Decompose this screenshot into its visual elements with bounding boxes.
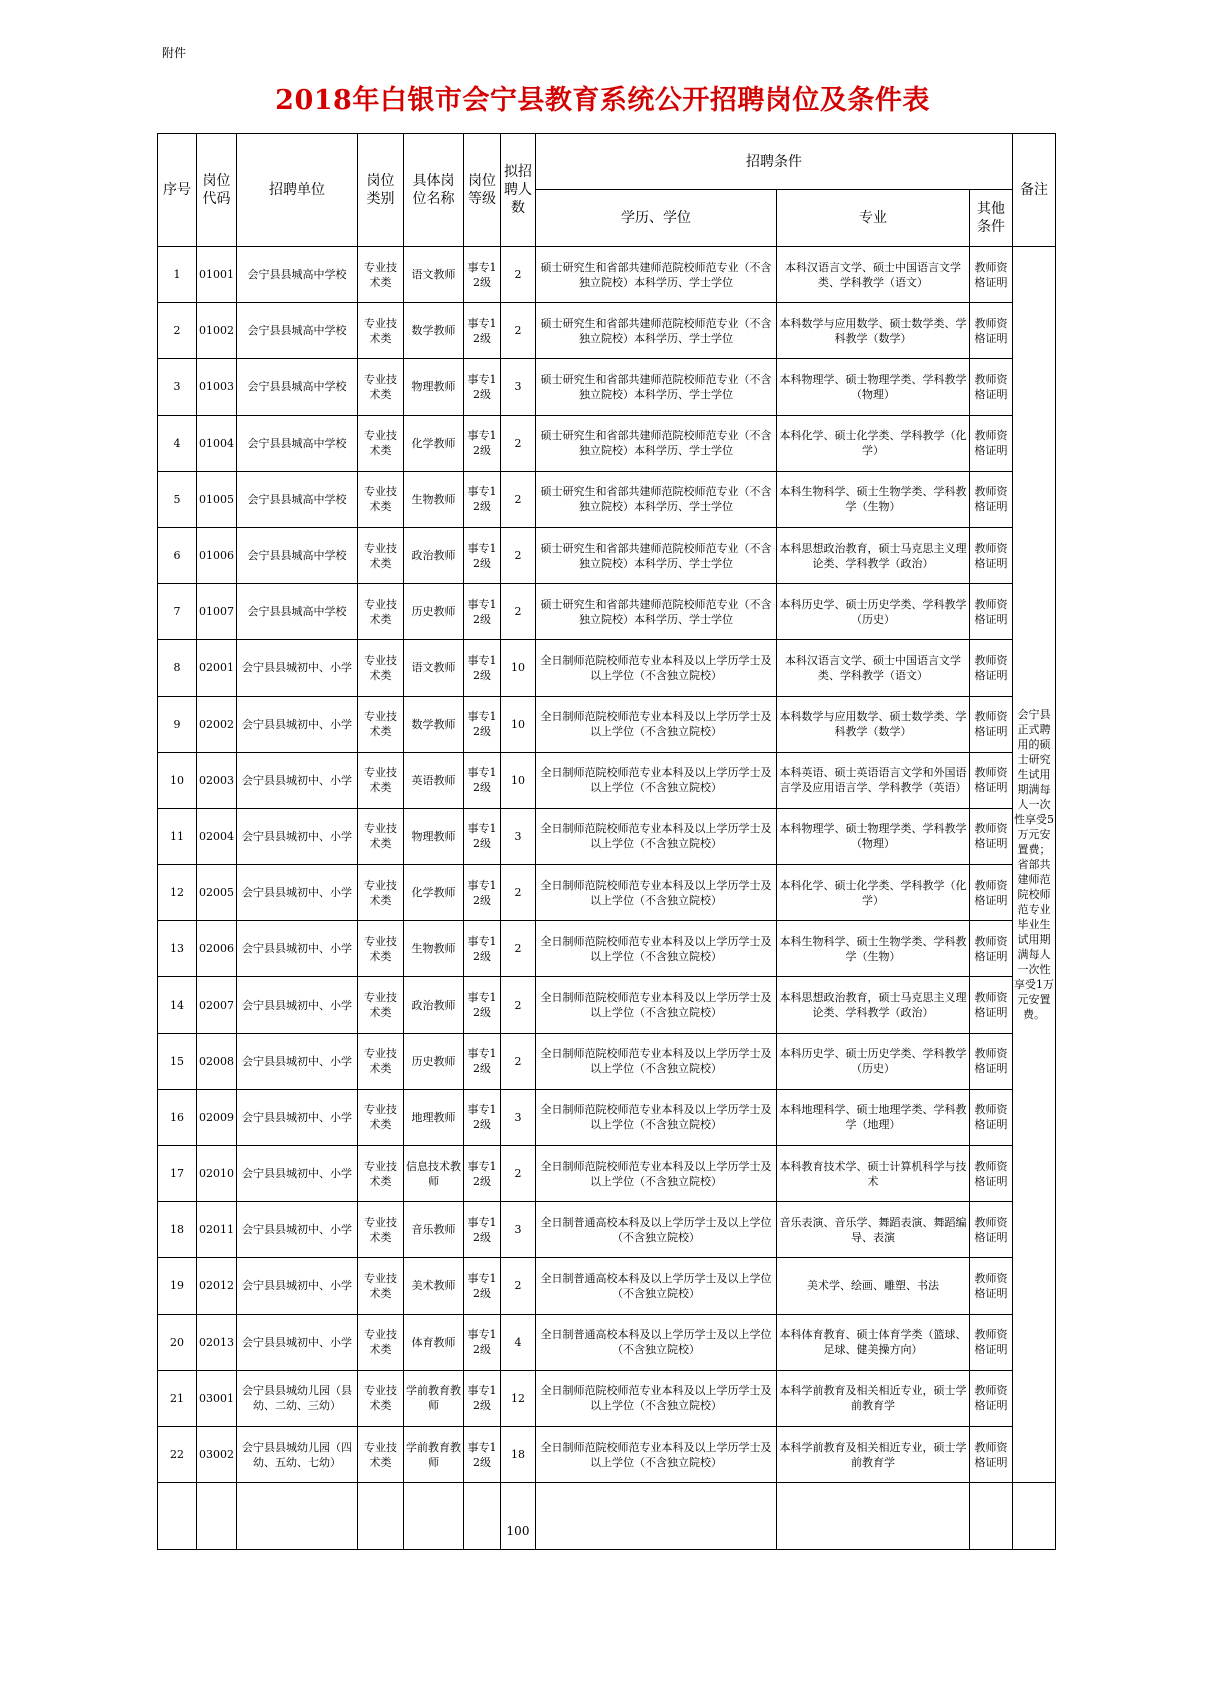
cell-code: 02007 [197, 977, 237, 1033]
table-row [158, 1146, 1056, 1202]
cell-education: 全日制师范院校师范专业本科及以上学历学士及以上学位（不含独立院校） [536, 696, 777, 752]
cell-count: 2 [501, 1258, 536, 1314]
cell-unit: 会宁县县城初中、小学 [237, 921, 358, 977]
cell-category: 专业技术类 [358, 415, 404, 471]
cell-major: 本科生物科学、硕士生物学类、学科教学（生物） [777, 921, 970, 977]
cell-seq: 4 [158, 415, 197, 471]
cell-other: 教师资格证明 [970, 584, 1013, 640]
cell-count: 12 [501, 1370, 536, 1426]
table-row [158, 808, 1056, 864]
table-row [158, 1314, 1056, 1370]
cell-education: 硕士研究生和省部共建师范院校师范专业（不含独立院校）本科学历、学士学位 [536, 359, 777, 415]
cell-category: 专业技术类 [358, 808, 404, 864]
cell-major: 美术学、绘画、雕塑、书法 [777, 1258, 970, 1314]
cell-category: 专业技术类 [358, 584, 404, 640]
cell-code: 03001 [197, 1370, 237, 1426]
cell-education: 全日制师范院校师范专业本科及以上学历学士及以上学位（不含独立院校） [536, 1089, 777, 1145]
cell-category: 专业技术类 [358, 921, 404, 977]
table-row [158, 1426, 1056, 1482]
cell-seq: 3 [158, 359, 197, 415]
empty-cell [464, 1483, 501, 1550]
cell-other: 教师资格证明 [970, 1258, 1013, 1314]
cell-seq: 13 [158, 921, 197, 977]
recruitment-table [157, 133, 1056, 1550]
cell-unit: 会宁县县城初中、小学 [237, 640, 358, 696]
cell-other: 教师资格证明 [970, 752, 1013, 808]
cell-unit: 会宁县县城初中、小学 [237, 977, 358, 1033]
table-row [158, 415, 1056, 471]
cell-count: 2 [501, 415, 536, 471]
cell-position: 数学教师 [404, 696, 464, 752]
cell-major: 本科数学与应用数学、硕士数学类、学科教学（数学） [777, 303, 970, 359]
cell-other: 教师资格证明 [970, 471, 1013, 527]
cell-unit: 会宁县县城初中、小学 [237, 1314, 358, 1370]
cell-category: 专业技术类 [358, 696, 404, 752]
cell-code: 02004 [197, 808, 237, 864]
cell-code: 01001 [197, 247, 237, 303]
cell-other: 教师资格证明 [970, 1370, 1013, 1426]
cell-category: 专业技术类 [358, 1370, 404, 1426]
cell-major: 本科化学、硕士化学类、学科教学（化学） [777, 865, 970, 921]
cell-unit: 会宁县县城高中学校 [237, 359, 358, 415]
cell-grade: 事专12级 [464, 865, 501, 921]
cell-grade: 事专12级 [464, 1426, 501, 1482]
cell-position: 语文教师 [404, 640, 464, 696]
cell-other: 教师资格证明 [970, 303, 1013, 359]
table-row [158, 1370, 1056, 1426]
cell-education: 全日制师范院校师范专业本科及以上学历学士及以上学位（不含独立院校） [536, 1146, 777, 1202]
cell-count: 10 [501, 640, 536, 696]
table-row [158, 527, 1056, 583]
table-row [158, 1202, 1056, 1258]
cell-unit: 会宁县县城初中、小学 [237, 1089, 358, 1145]
cell-position: 音乐教师 [404, 1202, 464, 1258]
cell-count: 2 [501, 1146, 536, 1202]
cell-grade: 事专12级 [464, 696, 501, 752]
attachment-label: 附件 [162, 46, 187, 60]
cell-unit: 会宁县县城高中学校 [237, 303, 358, 359]
cell-education: 全日制普通高校本科及以上学历学士及以上学位（不含独立院校） [536, 1202, 777, 1258]
cell-position: 政治教师 [404, 977, 464, 1033]
cell-category: 专业技术类 [358, 1146, 404, 1202]
cell-position: 历史教师 [404, 1033, 464, 1089]
cell-major: 本科汉语言文学、硕士中国语言文学类、学科教学（语文） [777, 640, 970, 696]
cell-other: 教师资格证明 [970, 1202, 1013, 1258]
total-count: 100 [501, 1483, 536, 1550]
cell-position: 生物教师 [404, 921, 464, 977]
cell-unit: 会宁县县城幼儿园（四幼、五幼、七幼） [237, 1426, 358, 1482]
cell-grade: 事专12级 [464, 808, 501, 864]
table-row [158, 1033, 1056, 1089]
cell-seq: 9 [158, 696, 197, 752]
cell-major: 本科地理科学、硕士地理学类、学科教学（地理） [777, 1089, 970, 1145]
cell-other: 教师资格证明 [970, 696, 1013, 752]
cell-code: 02002 [197, 696, 237, 752]
cell-other: 教师资格证明 [970, 1146, 1013, 1202]
table-row [158, 584, 1056, 640]
cell-seq: 6 [158, 527, 197, 583]
cell-education: 全日制师范院校师范专业本科及以上学历学士及以上学位（不含独立院校） [536, 808, 777, 864]
table-row [158, 696, 1056, 752]
cell-unit: 会宁县县城高中学校 [237, 471, 358, 527]
cell-major: 本科物理学、硕士物理学类、学科教学（物理） [777, 808, 970, 864]
cell-grade: 事专12级 [464, 752, 501, 808]
cell-position: 化学教师 [404, 415, 464, 471]
empty-cell [777, 1483, 970, 1550]
cell-grade: 事专12级 [464, 1089, 501, 1145]
cell-major: 本科体育教育、硕士体育学类（篮球、足球、健美操方向） [777, 1314, 970, 1370]
cell-category: 专业技术类 [358, 1426, 404, 1482]
cell-category: 专业技术类 [358, 247, 404, 303]
cell-code: 02013 [197, 1314, 237, 1370]
cell-code: 01002 [197, 303, 237, 359]
cell-code: 02005 [197, 865, 237, 921]
table-row [158, 303, 1056, 359]
cell-major: 本科思想政治教育，硕士马克思主义理论类、学科教学（政治） [777, 527, 970, 583]
cell-education: 全日制普通高校本科及以上学历学士及以上学位（不含独立院校） [536, 1314, 777, 1370]
header-unit: 招聘单位 [237, 134, 358, 247]
cell-count: 2 [501, 471, 536, 527]
cell-unit: 会宁县县城初中、小学 [237, 696, 358, 752]
cell-code: 02009 [197, 1089, 237, 1145]
cell-count: 2 [501, 921, 536, 977]
cell-position: 历史教师 [404, 584, 464, 640]
cell-grade: 事专12级 [464, 1314, 501, 1370]
cell-position: 地理教师 [404, 1089, 464, 1145]
header-remarks: 备注 [1013, 134, 1056, 247]
cell-count: 3 [501, 1202, 536, 1258]
cell-count: 4 [501, 1314, 536, 1370]
remarks-cell: 会宁县正式聘用的硕士研究生试用期满每人一次性享受5万元安置费；省部共建师范院校师范专业毕业生试用期满每人一次性享受1万元安置费。 [1013, 247, 1056, 1483]
cell-other: 教师资格证明 [970, 808, 1013, 864]
cell-other: 教师资格证明 [970, 865, 1013, 921]
cell-code: 03002 [197, 1426, 237, 1482]
cell-grade: 事专12级 [464, 921, 501, 977]
cell-category: 专业技术类 [358, 1033, 404, 1089]
cell-education: 全日制师范院校师范专业本科及以上学历学士及以上学位（不含独立院校） [536, 1370, 777, 1426]
cell-position: 物理教师 [404, 808, 464, 864]
table-body [158, 247, 1056, 1550]
table-row [158, 640, 1056, 696]
cell-other: 教师资格证明 [970, 359, 1013, 415]
cell-position: 学前教育教师 [404, 1370, 464, 1426]
header-seq: 序号 [158, 134, 197, 247]
cell-education: 全日制师范院校师范专业本科及以上学历学士及以上学位（不含独立院校） [536, 752, 777, 808]
cell-code: 02010 [197, 1146, 237, 1202]
cell-unit: 会宁县县城高中学校 [237, 584, 358, 640]
page-title: 2018年白银市会宁县教育系统公开招聘岗位及条件表 [275, 85, 930, 116]
cell-seq: 14 [158, 977, 197, 1033]
cell-grade: 事专12级 [464, 359, 501, 415]
cell-category: 专业技术类 [358, 303, 404, 359]
cell-unit: 会宁县县城初中、小学 [237, 1033, 358, 1089]
cell-count: 2 [501, 1033, 536, 1089]
header-position: 具体岗位名称 [404, 134, 464, 247]
table-row [158, 1258, 1056, 1314]
cell-grade: 事专12级 [464, 527, 501, 583]
cell-count: 2 [501, 977, 536, 1033]
table-row [158, 865, 1056, 921]
header-grade: 岗位等级 [464, 134, 501, 247]
cell-unit: 会宁县县城初中、小学 [237, 808, 358, 864]
cell-education: 硕士研究生和省部共建师范院校师范专业（不含独立院校）本科学历、学士学位 [536, 247, 777, 303]
cell-unit: 会宁县县城初中、小学 [237, 1258, 358, 1314]
cell-seq: 8 [158, 640, 197, 696]
cell-grade: 事专12级 [464, 1258, 501, 1314]
cell-other: 教师资格证明 [970, 1314, 1013, 1370]
cell-education: 全日制师范院校师范专业本科及以上学历学士及以上学位（不含独立院校） [536, 921, 777, 977]
empty-cell [158, 1483, 197, 1550]
cell-seq: 1 [158, 247, 197, 303]
cell-category: 专业技术类 [358, 865, 404, 921]
cell-unit: 会宁县县城初中、小学 [237, 1202, 358, 1258]
table-row [158, 1089, 1056, 1145]
cell-unit: 会宁县县城高中学校 [237, 247, 358, 303]
header-code: 岗位代码 [197, 134, 237, 247]
empty-cell [237, 1483, 358, 1550]
cell-seq: 16 [158, 1089, 197, 1145]
cell-category: 专业技术类 [358, 640, 404, 696]
cell-code: 02011 [197, 1202, 237, 1258]
cell-code: 01003 [197, 359, 237, 415]
cell-education: 全日制师范院校师范专业本科及以上学历学士及以上学位（不含独立院校） [536, 640, 777, 696]
cell-other: 教师资格证明 [970, 1426, 1013, 1482]
cell-major: 本科学前教育及相关相近专业，硕士学前教育学 [777, 1426, 970, 1482]
cell-category: 专业技术类 [358, 359, 404, 415]
cell-code: 01006 [197, 527, 237, 583]
cell-seq: 11 [158, 808, 197, 864]
cell-other: 教师资格证明 [970, 921, 1013, 977]
cell-seq: 17 [158, 1146, 197, 1202]
cell-major: 本科汉语言文学、硕士中国语言文学类、学科教学（语文） [777, 247, 970, 303]
cell-code: 02003 [197, 752, 237, 808]
cell-seq: 15 [158, 1033, 197, 1089]
cell-seq: 2 [158, 303, 197, 359]
cell-major: 本科物理学、硕士物理学类、学科教学（物理） [777, 359, 970, 415]
table-row [158, 471, 1056, 527]
table-row [158, 359, 1056, 415]
cell-code: 01005 [197, 471, 237, 527]
cell-education: 全日制师范院校师范专业本科及以上学历学士及以上学位（不含独立院校） [536, 977, 777, 1033]
cell-category: 专业技术类 [358, 1314, 404, 1370]
cell-major: 本科历史学、硕士历史学类、学科教学（历史） [777, 1033, 970, 1089]
cell-code: 02006 [197, 921, 237, 977]
cell-position: 英语教师 [404, 752, 464, 808]
cell-unit: 会宁县县城高中学校 [237, 415, 358, 471]
cell-other: 教师资格证明 [970, 1033, 1013, 1089]
cell-education: 硕士研究生和省部共建师范院校师范专业（不含独立院校）本科学历、学士学位 [536, 415, 777, 471]
cell-count: 2 [501, 247, 536, 303]
header-category: 岗位类别 [358, 134, 404, 247]
cell-position: 信息技术教师 [404, 1146, 464, 1202]
cell-count: 3 [501, 808, 536, 864]
cell-seq: 21 [158, 1370, 197, 1426]
cell-count: 2 [501, 865, 536, 921]
header-major: 专业 [777, 190, 970, 247]
cell-grade: 事专12级 [464, 303, 501, 359]
cell-grade: 事专12级 [464, 584, 501, 640]
cell-seq: 18 [158, 1202, 197, 1258]
cell-other: 教师资格证明 [970, 977, 1013, 1033]
cell-category: 专业技术类 [358, 527, 404, 583]
cell-grade: 事专12级 [464, 1202, 501, 1258]
cell-category: 专业技术类 [358, 1258, 404, 1314]
cell-unit: 会宁县县城幼儿园（县幼、二幼、三幼） [237, 1370, 358, 1426]
table-row [158, 921, 1056, 977]
cell-position: 美术教师 [404, 1258, 464, 1314]
cell-count: 2 [501, 303, 536, 359]
cell-other: 教师资格证明 [970, 247, 1013, 303]
cell-education: 硕士研究生和省部共建师范院校师范专业（不含独立院校）本科学历、学士学位 [536, 303, 777, 359]
cell-education: 全日制普通高校本科及以上学历学士及以上学位（不含独立院校） [536, 1258, 777, 1314]
cell-education: 硕士研究生和省部共建师范院校师范专业（不含独立院校）本科学历、学士学位 [536, 584, 777, 640]
cell-unit: 会宁县县城初中、小学 [237, 1146, 358, 1202]
table-row [158, 752, 1056, 808]
cell-grade: 事专12级 [464, 247, 501, 303]
empty-cell [358, 1483, 404, 1550]
empty-cell [970, 1483, 1013, 1550]
table-row [158, 977, 1056, 1033]
cell-other: 教师资格证明 [970, 1089, 1013, 1145]
cell-grade: 事专12级 [464, 415, 501, 471]
cell-code: 02012 [197, 1258, 237, 1314]
cell-grade: 事专12级 [464, 640, 501, 696]
cell-category: 专业技术类 [358, 471, 404, 527]
cell-category: 专业技术类 [358, 1089, 404, 1145]
cell-seq: 22 [158, 1426, 197, 1482]
total-row [158, 1483, 1056, 1550]
cell-seq: 20 [158, 1314, 197, 1370]
cell-code: 01004 [197, 415, 237, 471]
empty-cell [1013, 1483, 1056, 1550]
cell-major: 本科英语、硕士英语语言文学和外国语言学及应用语言学、学科教学（英语） [777, 752, 970, 808]
cell-count: 3 [501, 359, 536, 415]
cell-code: 02001 [197, 640, 237, 696]
cell-position: 物理教师 [404, 359, 464, 415]
cell-major: 音乐表演、音乐学、舞蹈表演、舞蹈编导、表演 [777, 1202, 970, 1258]
cell-seq: 19 [158, 1258, 197, 1314]
header-conditions: 招聘条件 [536, 134, 1013, 190]
cell-category: 专业技术类 [358, 752, 404, 808]
cell-grade: 事专12级 [464, 1146, 501, 1202]
cell-count: 10 [501, 752, 536, 808]
cell-seq: 7 [158, 584, 197, 640]
cell-position: 语文教师 [404, 247, 464, 303]
cell-major: 本科思想政治教育，硕士马克思主义理论类、学科教学（政治） [777, 977, 970, 1033]
cell-seq: 12 [158, 865, 197, 921]
cell-count: 18 [501, 1426, 536, 1482]
cell-position: 政治教师 [404, 527, 464, 583]
cell-seq: 5 [158, 471, 197, 527]
cell-grade: 事专12级 [464, 1370, 501, 1426]
cell-category: 专业技术类 [358, 977, 404, 1033]
cell-grade: 事专12级 [464, 471, 501, 527]
header-education: 学历、学位 [536, 190, 777, 247]
empty-cell [404, 1483, 464, 1550]
empty-cell [197, 1483, 237, 1550]
cell-seq: 10 [158, 752, 197, 808]
header-count: 拟招聘人数 [501, 134, 536, 247]
cell-count: 10 [501, 696, 536, 752]
empty-cell [536, 1483, 777, 1550]
cell-count: 2 [501, 584, 536, 640]
cell-count: 2 [501, 527, 536, 583]
cell-unit: 会宁县县城高中学校 [237, 527, 358, 583]
cell-other: 教师资格证明 [970, 527, 1013, 583]
cell-major: 本科教育技术学、硕士计算机科学与技术 [777, 1146, 970, 1202]
cell-other: 教师资格证明 [970, 640, 1013, 696]
cell-code: 02008 [197, 1033, 237, 1089]
cell-major: 本科数学与应用数学、硕士数学类、学科教学（数学） [777, 696, 970, 752]
cell-unit: 会宁县县城初中、小学 [237, 865, 358, 921]
cell-category: 专业技术类 [358, 1202, 404, 1258]
cell-position: 学前教育教师 [404, 1426, 464, 1482]
table-row [158, 247, 1056, 303]
cell-grade: 事专12级 [464, 1033, 501, 1089]
cell-education: 全日制师范院校师范专业本科及以上学历学士及以上学位（不含独立院校） [536, 1426, 777, 1482]
cell-education: 硕士研究生和省部共建师范院校师范专业（不含独立院校）本科学历、学士学位 [536, 471, 777, 527]
cell-position: 数学教师 [404, 303, 464, 359]
header-other: 其他条件 [970, 190, 1013, 247]
cell-education: 全日制师范院校师范专业本科及以上学历学士及以上学位（不含独立院校） [536, 865, 777, 921]
cell-code: 01007 [197, 584, 237, 640]
cell-education: 硕士研究生和省部共建师范院校师范专业（不含独立院校）本科学历、学士学位 [536, 527, 777, 583]
cell-grade: 事专12级 [464, 977, 501, 1033]
cell-count: 3 [501, 1089, 536, 1145]
cell-position: 生物教师 [404, 471, 464, 527]
cell-position: 体育教师 [404, 1314, 464, 1370]
cell-unit: 会宁县县城初中、小学 [237, 752, 358, 808]
cell-major: 本科生物科学、硕士生物学类、学科教学（生物） [777, 471, 970, 527]
cell-major: 本科学前教育及相关相近专业，硕士学前教育学 [777, 1370, 970, 1426]
cell-other: 教师资格证明 [970, 415, 1013, 471]
cell-position: 化学教师 [404, 865, 464, 921]
cell-major: 本科化学、硕士化学类、学科教学（化学） [777, 415, 970, 471]
cell-major: 本科历史学、硕士历史学类、学科教学（历史） [777, 584, 970, 640]
cell-education: 全日制师范院校师范专业本科及以上学历学士及以上学位（不含独立院校） [536, 1033, 777, 1089]
